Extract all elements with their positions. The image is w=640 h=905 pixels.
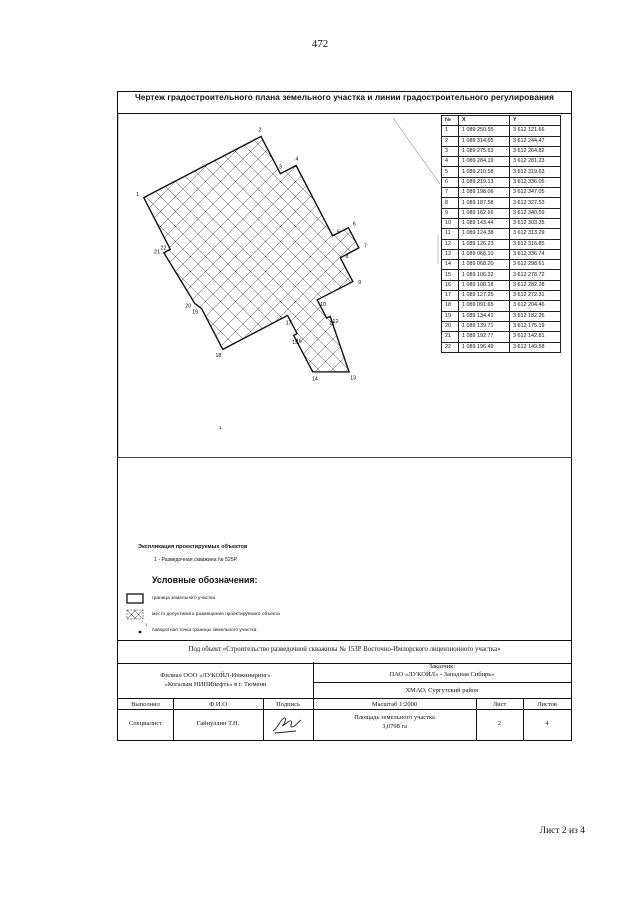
x-coordinate: 1 089 250.55: [459, 126, 510, 136]
point-number: 16: [442, 280, 459, 290]
y-coordinate: 3 612 244.47: [510, 136, 561, 146]
y-coordinate: 3 612 182.26: [510, 311, 561, 321]
point-number: 20: [442, 321, 459, 331]
y-coordinate: 3 612 281.23: [510, 157, 561, 167]
point-number: 22: [442, 342, 459, 352]
customer-name: ПАО «ЛУКОЙЛ» - Западная Сибирь»: [389, 671, 495, 678]
x-coordinate: 1 089 219.13: [459, 177, 510, 187]
sheets-total: 4: [545, 720, 549, 727]
y-coordinate: 3 612 278.72: [510, 270, 561, 280]
x-coordinate: 1 089 275.63: [459, 146, 510, 156]
point-label: 1: [136, 192, 140, 199]
point-number: 10: [442, 218, 459, 228]
point-number: 8: [442, 198, 459, 208]
table-row: [442, 280, 561, 290]
table-row: [442, 126, 561, 136]
x-coordinate: 1 089 198.06: [459, 188, 510, 198]
performed-header: Выполнил: [131, 701, 160, 708]
table-row: [442, 270, 561, 280]
turning-point-icon: [126, 625, 144, 636]
point-label: 5: [336, 229, 340, 236]
point-label: 11: [329, 320, 335, 327]
point-number: 19: [442, 311, 459, 321]
y-coordinate: 3 612 175.19: [510, 321, 561, 331]
x-coordinate: 1 089 284.19: [459, 157, 510, 167]
point-number: 13: [442, 249, 459, 259]
signature-image: [270, 712, 308, 736]
x-coordinate: 1 089 108.18: [459, 280, 510, 290]
branch-line-1: Филиал ООО «ЛУКОЙЛ-Инжиниринг»: [160, 672, 271, 679]
legend-item-boundary: [126, 593, 215, 604]
point-label: 13: [350, 375, 356, 382]
x-coordinate: 1 089 126.23: [459, 239, 510, 249]
point-label: 3: [278, 164, 282, 171]
point-number: 18: [442, 301, 459, 311]
table-row: [442, 311, 561, 321]
x-coordinate: 1 089 192.77: [459, 332, 510, 342]
legend-label: граница земельного участка: [152, 596, 216, 601]
table-row: [442, 321, 561, 331]
y-coordinate: 3 612 327.53: [510, 198, 561, 208]
point-number: 14: [442, 260, 459, 270]
boundary-symbol-icon: [126, 593, 144, 604]
table-row: [442, 188, 561, 198]
table-row: [442, 146, 561, 156]
table-row: [442, 301, 561, 311]
table-row: [442, 167, 561, 177]
y-coordinate: 3 612 316.85: [510, 239, 561, 249]
point-label: 2: [258, 127, 262, 134]
drawing-bottom-line: [117, 457, 572, 458]
legend-label: поворотная точка границы земельного участка: [152, 628, 257, 633]
location: ХМАО, Сургутский район: [405, 687, 479, 694]
point-number: 3: [442, 146, 459, 156]
y-coordinate: 3 612 264.82: [510, 146, 561, 156]
point-number: 12: [442, 239, 459, 249]
sheets-header: Листов: [537, 701, 557, 708]
y-coordinate: 3 612 319.63: [510, 167, 561, 177]
point-number: 7: [442, 188, 459, 198]
table-row: [442, 249, 561, 259]
explication-title: Экспликация проектируемых объектов: [138, 544, 248, 550]
explication-item: 1 - Разведочная скважина № 525Р: [154, 557, 238, 563]
area-label: Площадь земельного участка: [354, 714, 435, 721]
col-number-header: №: [442, 116, 459, 126]
x-coordinate: 1 089 134.41: [459, 311, 510, 321]
coordinates-table: [441, 115, 561, 353]
point-number: 4: [442, 157, 459, 167]
point-label: 20: [185, 303, 192, 310]
legend-label: место допустимого размещения проектируемого объекта: [152, 612, 280, 617]
person-name: Гайнуллин Т.Н.: [196, 720, 240, 727]
y-coordinate: 3 612 340.59: [510, 208, 561, 218]
point-number: 15: [442, 270, 459, 280]
point-label: 6: [352, 221, 356, 228]
page-number: 472: [311, 38, 329, 50]
x-coordinate: 1 089 187.58: [459, 198, 510, 208]
point-label: 12: [332, 318, 339, 325]
plot-boundary: [144, 136, 362, 372]
y-coordinate: 3 612 336.74: [510, 249, 561, 259]
point-label: 7: [364, 243, 367, 250]
table-row: [442, 136, 561, 146]
project-name: Под объект «Строительство разведочной скважины № 153Р Восточно-Имлорского лицензионного участка»: [188, 646, 501, 653]
branch-line-2: «Когалым НИПИнефть» в г. Тюмени: [164, 681, 267, 688]
x-coordinate: 1 089 068.20: [459, 260, 510, 270]
x-coordinate: 1 089 196.49: [459, 342, 510, 352]
point-number: 1: [442, 126, 459, 136]
point-label: 8: [345, 253, 349, 260]
point-label: 4: [295, 156, 299, 163]
point-label: 17: [285, 320, 292, 327]
y-coordinate: 3 612 121.66: [510, 126, 561, 136]
x-coordinate: 1 089 068.10: [459, 249, 510, 259]
object-label: 1: [219, 425, 222, 430]
y-coordinate: 3 612 149.58: [510, 342, 561, 352]
table-row: [442, 177, 561, 187]
table-row: [442, 218, 561, 228]
role: Специалист: [128, 720, 163, 727]
x-coordinate: 1 089 124.38: [459, 229, 510, 239]
x-coordinate: 1 089 210.58: [459, 167, 510, 177]
point-label: 10: [320, 301, 326, 308]
point-label: 9: [358, 280, 362, 287]
point-label: 22: [160, 245, 167, 252]
point-number: 2: [442, 136, 459, 146]
land-plot-plan: [118, 114, 440, 457]
scale-label: Масштаб 1:2000: [371, 701, 418, 708]
x-coordinate: 1 089 314.65: [459, 136, 510, 146]
x-coordinate: 1 089 162.66: [459, 208, 510, 218]
customer-label: Заказчик:: [428, 663, 456, 670]
table-row: [442, 229, 561, 239]
point-number: 11: [442, 229, 459, 239]
table-row: [442, 239, 561, 249]
point-label: 21: [154, 249, 160, 256]
point-label: 15: [292, 340, 298, 347]
y-coordinate: 3 612 282.28: [510, 280, 561, 290]
y-coordinate: 3 612 204.46: [510, 301, 561, 311]
point-label: 18: [215, 352, 222, 359]
point-number: 17: [442, 291, 459, 301]
x-coordinate: 1 089 106.32: [459, 270, 510, 280]
point-number: 9: [442, 208, 459, 218]
name-header: Ф.И.О: [209, 701, 227, 708]
point-number: 5: [442, 167, 459, 177]
legend-title: Условные обозначения:: [152, 575, 258, 585]
point-label: 16: [296, 338, 302, 345]
point-number: 6: [442, 177, 459, 187]
col-x-header: X: [459, 116, 510, 126]
y-coordinate: 3 612 303.35: [510, 218, 561, 228]
area-value: 3,0798 га: [381, 723, 408, 730]
table-row: [442, 332, 561, 342]
table-row: [442, 260, 561, 270]
hatch-symbol-icon: [126, 609, 144, 620]
point-symbol-label: 1: [145, 622, 148, 627]
table-row: [442, 291, 561, 301]
point-label: 14: [312, 376, 318, 383]
table-row: [442, 342, 561, 352]
y-coordinate: 3 612 298.61: [510, 260, 561, 270]
table-row: [442, 198, 561, 208]
title-block: [118, 662, 571, 740]
x-coordinate: 1 089 143.44: [459, 218, 510, 228]
x-coordinate: 1 089 091.65: [459, 301, 510, 311]
sheet-footer: Лист 2 из 4: [539, 826, 585, 836]
x-coordinate: 1 089 139.71: [459, 321, 510, 331]
y-coordinate: 3 612 272.31: [510, 291, 561, 301]
legend-item-placement: [126, 609, 280, 620]
sheet-header: Лист: [492, 701, 507, 708]
table-row: [442, 157, 561, 167]
y-coordinate: 3 612 347.05: [510, 188, 561, 198]
point-number: 21: [442, 332, 459, 342]
point-label: 19: [192, 309, 198, 316]
boundary-point-labels: [136, 128, 367, 383]
y-coordinate: 3 612 313.29: [510, 229, 561, 239]
x-coordinate: 1 089 127.25: [459, 291, 510, 301]
col-y-header: Y: [510, 116, 561, 126]
y-coordinate: 3 612 336.05: [510, 177, 561, 187]
y-coordinate: 3 612 142.81: [510, 332, 561, 342]
drawing-title: Чертеж градостроительного плана земельного участка и линии градостроительного регулирования: [134, 93, 555, 102]
signature-header: Подпись: [276, 701, 300, 708]
sheet-number: 2: [497, 720, 502, 727]
table-row: [442, 208, 561, 218]
